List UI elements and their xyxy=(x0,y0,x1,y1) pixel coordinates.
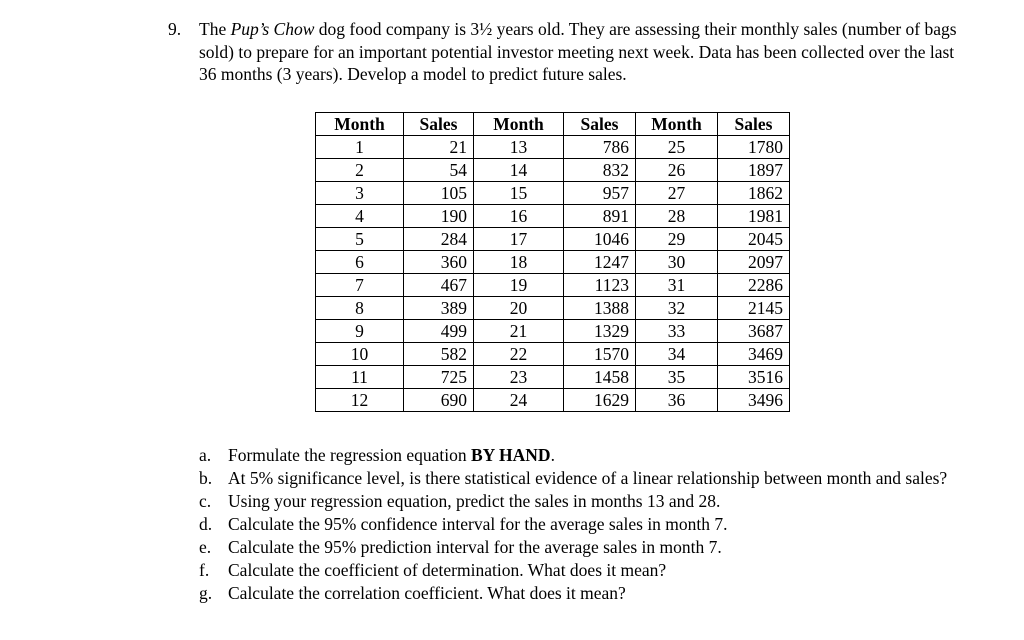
company-name: Pup’s Chow xyxy=(230,19,315,39)
table-row xyxy=(316,251,790,274)
part-text-post: . xyxy=(550,445,555,465)
month-cell: 28 xyxy=(636,205,718,228)
table-row xyxy=(316,228,790,251)
month-cell: 30 xyxy=(636,251,718,274)
part-text: Calculate the correlation coefficient. What does it mean? xyxy=(228,583,626,603)
month-cell: 11 xyxy=(316,366,404,389)
sales-cell: 1046 xyxy=(564,228,636,251)
month-cell: 3 xyxy=(316,182,404,205)
month-cell: 27 xyxy=(636,182,718,205)
question-part xyxy=(199,490,969,513)
sales-cell: 1388 xyxy=(564,297,636,320)
month-cell: 12 xyxy=(316,389,404,412)
sales-cell: 190 xyxy=(404,205,474,228)
month-cell: 18 xyxy=(474,251,564,274)
sales-cell: 1123 xyxy=(564,274,636,297)
sales-cell: 1981 xyxy=(718,205,790,228)
part-label: d. xyxy=(199,514,213,534)
table-row xyxy=(316,320,790,343)
sales-cell: 3469 xyxy=(718,343,790,366)
table-row xyxy=(316,182,790,205)
month-cell: 16 xyxy=(474,205,564,228)
sales-cell: 1570 xyxy=(564,343,636,366)
question-text-pre: The xyxy=(199,19,231,39)
question-parts-list xyxy=(199,444,969,605)
question-text xyxy=(199,18,959,86)
question-number: 9. xyxy=(168,19,182,39)
part-label: a. xyxy=(199,445,212,465)
month-cell: 14 xyxy=(474,159,564,182)
part-text-emphasis: BY HAND xyxy=(471,445,551,465)
sales-cell: 832 xyxy=(564,159,636,182)
sales-cell: 360 xyxy=(404,251,474,274)
sales-cell: 957 xyxy=(564,182,636,205)
sales-cell: 725 xyxy=(404,366,474,389)
sales-cell: 1897 xyxy=(718,159,790,182)
month-cell: 17 xyxy=(474,228,564,251)
question-part xyxy=(199,444,969,467)
question-part xyxy=(199,559,969,582)
question-part xyxy=(199,513,969,536)
table-body xyxy=(316,136,790,412)
sales-cell: 891 xyxy=(564,205,636,228)
sales-cell: 2286 xyxy=(718,274,790,297)
table-header-row xyxy=(316,113,790,136)
month-cell: 29 xyxy=(636,228,718,251)
sales-cell: 499 xyxy=(404,320,474,343)
sales-cell: 1629 xyxy=(564,389,636,412)
sales-cell: 467 xyxy=(404,274,474,297)
part-text: Using your regression equation, predict the sales in months 13 and 28. xyxy=(228,491,721,511)
sales-cell: 3687 xyxy=(718,320,790,343)
table-row xyxy=(316,366,790,389)
sales-data-table xyxy=(315,112,790,412)
month-cell: 36 xyxy=(636,389,718,412)
sales-cell: 3516 xyxy=(718,366,790,389)
month-cell: 34 xyxy=(636,343,718,366)
month-cell: 5 xyxy=(316,228,404,251)
month-cell: 6 xyxy=(316,251,404,274)
sales-cell: 1780 xyxy=(718,136,790,159)
month-cell: 7 xyxy=(316,274,404,297)
table-row xyxy=(316,343,790,366)
month-cell: 23 xyxy=(474,366,564,389)
question-part xyxy=(199,536,969,559)
month-cell: 22 xyxy=(474,343,564,366)
month-cell: 24 xyxy=(474,389,564,412)
sales-cell: 389 xyxy=(404,297,474,320)
question-part xyxy=(199,582,969,605)
part-label: g. xyxy=(199,583,213,603)
table-row xyxy=(316,205,790,228)
sales-cell: 1862 xyxy=(718,182,790,205)
header-sales-1: Sales xyxy=(404,113,474,136)
header-month-3: Month xyxy=(636,113,718,136)
month-cell: 26 xyxy=(636,159,718,182)
question-part xyxy=(199,467,969,490)
table-row xyxy=(316,159,790,182)
month-cell: 25 xyxy=(636,136,718,159)
part-label: c. xyxy=(199,491,212,511)
sales-cell: 54 xyxy=(404,159,474,182)
month-cell: 10 xyxy=(316,343,404,366)
part-text: Calculate the 95% confidence interval for the average sales in month 7. xyxy=(228,514,728,534)
part-label: b. xyxy=(199,468,213,488)
month-cell: 31 xyxy=(636,274,718,297)
table-row xyxy=(316,297,790,320)
part-label: f. xyxy=(199,560,210,580)
header-month-2: Month xyxy=(474,113,564,136)
month-cell: 2 xyxy=(316,159,404,182)
part-text: Calculate the 95% prediction interval for the average sales in month 7. xyxy=(228,537,722,557)
month-cell: 9 xyxy=(316,320,404,343)
sales-cell: 582 xyxy=(404,343,474,366)
part-label: e. xyxy=(199,537,212,557)
month-cell: 15 xyxy=(474,182,564,205)
table-row xyxy=(316,389,790,412)
sales-cell: 2097 xyxy=(718,251,790,274)
month-cell: 4 xyxy=(316,205,404,228)
month-cell: 32 xyxy=(636,297,718,320)
sales-cell: 21 xyxy=(404,136,474,159)
month-cell: 35 xyxy=(636,366,718,389)
month-cell: 33 xyxy=(636,320,718,343)
sales-cell: 3496 xyxy=(718,389,790,412)
month-cell: 19 xyxy=(474,274,564,297)
table-row xyxy=(316,136,790,159)
month-cell: 8 xyxy=(316,297,404,320)
part-text: At 5% significance level, is there statistical evidence of a linear relationship between month and sales? xyxy=(228,468,948,488)
header-sales-3: Sales xyxy=(718,113,790,136)
month-cell: 21 xyxy=(474,320,564,343)
sales-cell: 1329 xyxy=(564,320,636,343)
month-cell: 20 xyxy=(474,297,564,320)
sales-cell: 690 xyxy=(404,389,474,412)
sales-cell: 1458 xyxy=(564,366,636,389)
sales-cell: 786 xyxy=(564,136,636,159)
part-text-pre: Formulate the regression equation xyxy=(228,445,471,465)
sales-cell: 105 xyxy=(404,182,474,205)
sales-cell: 2045 xyxy=(718,228,790,251)
month-cell: 13 xyxy=(474,136,564,159)
header-sales-2: Sales xyxy=(564,113,636,136)
header-month-1: Month xyxy=(316,113,404,136)
sales-cell: 284 xyxy=(404,228,474,251)
part-text: Calculate the coefficient of determination. What does it mean? xyxy=(228,560,667,580)
question-text-post: dog food company is 3½ years old. They are assessing their monthly sales (number of bags sold) to prepare for an important potential investor meeting next week. Data has been collected over the last 36 months (3 years). Develop a model to predict future sales. xyxy=(199,19,957,84)
month-cell: 1 xyxy=(316,136,404,159)
table-row xyxy=(316,274,790,297)
sales-cell: 1247 xyxy=(564,251,636,274)
sales-cell: 2145 xyxy=(718,297,790,320)
